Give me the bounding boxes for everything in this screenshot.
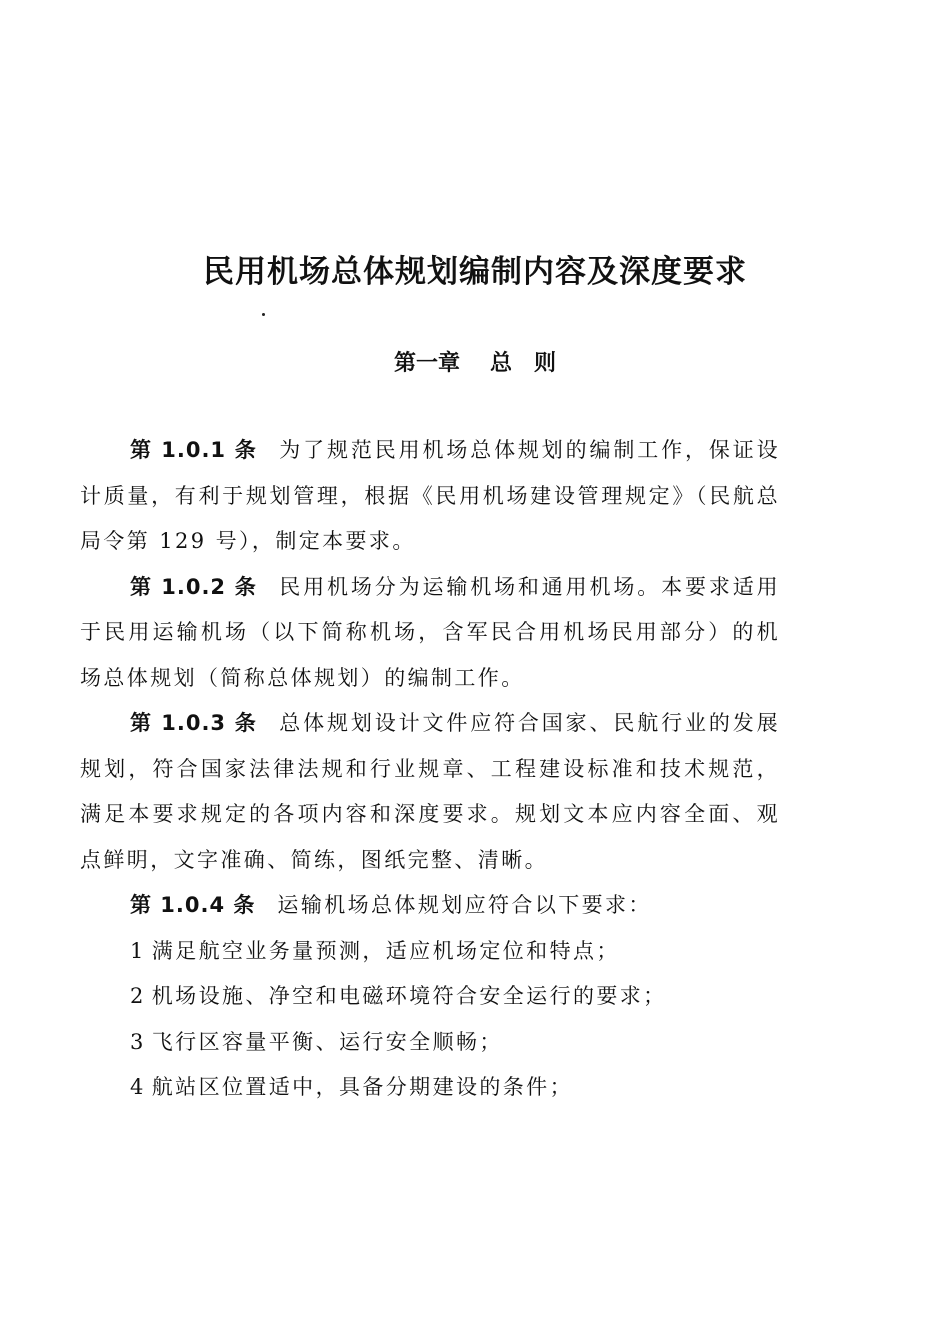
list-item-text: 航站区位置适中，具备分期建设的条件； <box>151 1075 573 1099</box>
chapter-number: 第一章 <box>393 351 460 376</box>
list-item-index: 4 <box>130 1075 146 1099</box>
article-number: 第 1.0.3 条 <box>130 711 258 735</box>
scan-speck <box>262 313 265 316</box>
article-1-0-1 <box>80 428 780 565</box>
list-item-text: 满足航空业务量预测，适应机场定位和特点； <box>151 938 620 963</box>
list-item-text: 飞行区容量平衡、运行安全顺畅； <box>151 1029 503 1054</box>
document-title: 民用机场总体规划编制内容及深度要求 <box>203 254 747 290</box>
list-item-index: 1 <box>130 938 146 963</box>
list-item <box>80 1065 780 1111</box>
list-item-index: 2 <box>130 984 146 1008</box>
chapter-name: 总 则 <box>490 351 557 376</box>
article-number: 第 1.0.4 条 <box>130 893 256 917</box>
article-1-0-3 <box>80 701 780 883</box>
article-text: 为了规范民用机场总体规划的编制工作，保证设计质量，有利于规划管理，根据《民用机场建设管理规定》（民航总局令第 129 号），制定本要求。 <box>80 438 780 553</box>
list-item-text: 机场设施、净空和电磁环境符合安全运行的要求； <box>151 984 667 1008</box>
list-item <box>80 929 780 975</box>
article-text: 运输机场总体规划应符合以下要求： <box>277 893 652 917</box>
list-item-index: 3 <box>130 1029 146 1054</box>
body-text <box>80 428 780 1111</box>
article-text: 总体规划设计文件应符合国家、民航行业的发展规划，符合国家法律法规和行业规章、工程建设标准和技术规范，满足本要求规定的各项内容和深度要求。规划文本应内容全面、观点鲜明，文字准确、简练，图纸完整、清晰。 <box>80 711 780 872</box>
list-item <box>80 1020 780 1066</box>
article-text: 民用机场分为运输机场和通用机场。本要求适用于民用运输机场（以下简称机场，含军民合用机场民用部分）的机场总体规划（简称总体规划）的编制工作。 <box>80 574 780 690</box>
article-1-0-4 <box>80 883 780 929</box>
chapter-heading <box>0 346 950 377</box>
article-1-0-2 <box>80 565 780 702</box>
article-number: 第 1.0.1 条 <box>130 438 258 462</box>
list-item <box>80 974 780 1020</box>
article-number: 第 1.0.2 条 <box>130 574 258 599</box>
